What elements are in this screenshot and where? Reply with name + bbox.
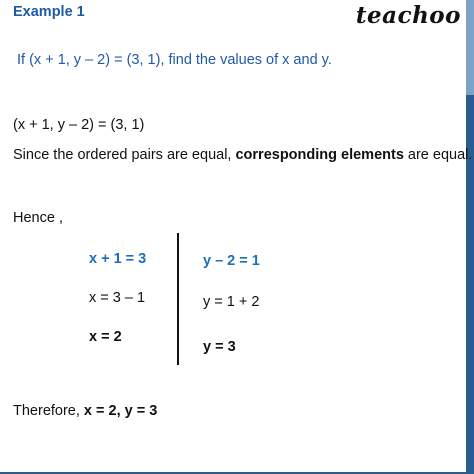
right-accent-bar	[466, 0, 474, 474]
right-equation-2: y = 1 + 2	[203, 294, 260, 310]
final-answer: x = 2, y = 3	[83, 403, 158, 419]
teachoo-logo: teachoo	[355, 2, 461, 29]
statement-bold: corresponding elements	[235, 147, 404, 163]
left-equation-3: x = 2	[89, 329, 122, 345]
statement-prefix: Since the ordered pairs are equal,	[13, 147, 236, 163]
therefore-line	[13, 403, 157, 419]
left-equation-2: x = 3 – 1	[89, 290, 146, 306]
statement-line	[13, 147, 472, 163]
statement-suffix: are equal.	[403, 147, 473, 163]
therefore-prefix: Therefore,	[13, 403, 84, 419]
vertical-divider	[177, 233, 179, 365]
hence-label: Hence ,	[13, 210, 63, 226]
left-equation-1: x + 1 = 3	[89, 251, 147, 267]
right-equation-3: y = 3	[203, 339, 236, 355]
example-title: Example 1	[13, 4, 85, 20]
question-text: If (x + 1, y – 2) = (3, 1), find the values of x and y.	[17, 52, 332, 68]
right-accent-bar-highlight	[466, 0, 474, 95]
right-equation-1: y – 2 = 1	[203, 253, 260, 269]
given-equation: (x + 1, y – 2) = (3, 1)	[13, 117, 145, 133]
